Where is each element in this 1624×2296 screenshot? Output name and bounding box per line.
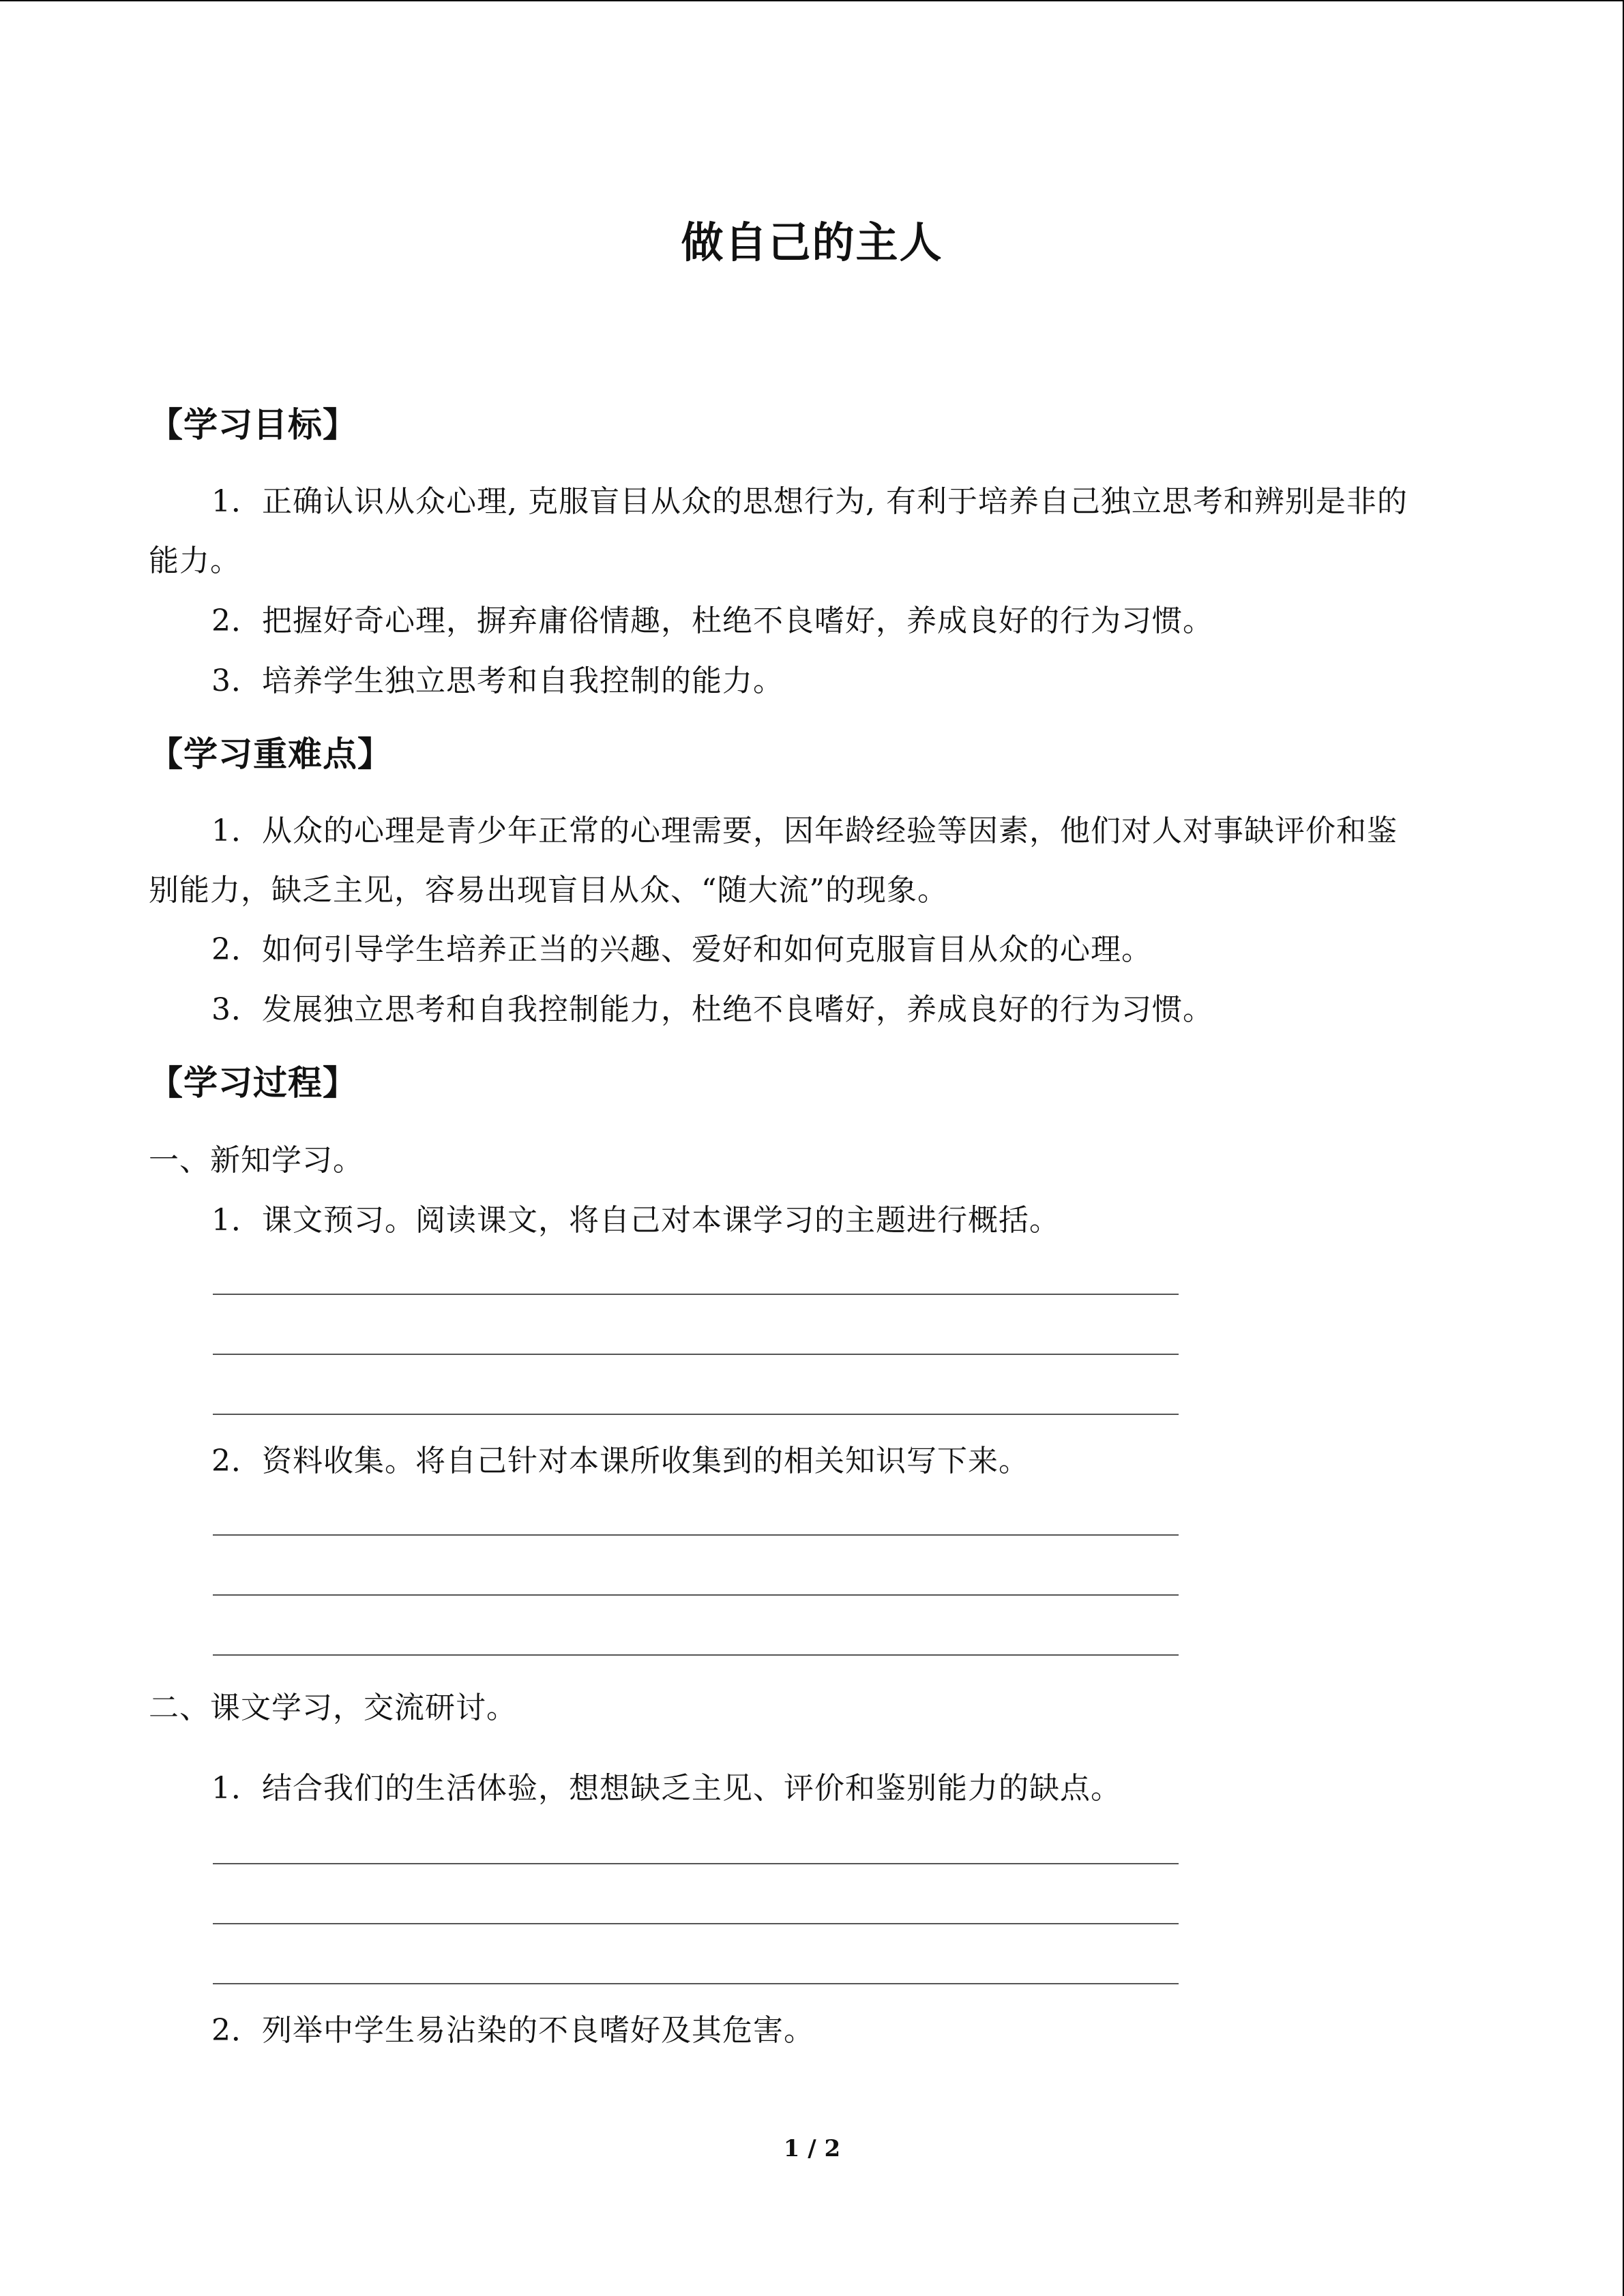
answer-line[interactable]	[213, 1294, 1179, 1295]
goal-item-1-line-1: 1．正确认识从众心理, 克服盲目从众的思想行为, 有利于培养自己独立思考和辨别是非的	[211, 484, 1408, 519]
answer-line[interactable]	[213, 1983, 1179, 1984]
part-2-label: 二、课文学习，交流研讨。	[149, 1690, 517, 1725]
goal-item-3: 3．培养学生独立思考和自我控制的能力。	[211, 664, 784, 698]
section-heading-process: 【学习过程】	[149, 1063, 357, 1103]
answer-line[interactable]	[213, 1863, 1179, 1864]
answer-line[interactable]	[213, 1923, 1179, 1924]
part-1-label: 一、新知学习。	[149, 1143, 364, 1178]
part-2-question-2: 2．列举中学生易沾染的不良嗜好及其危害。	[211, 2013, 814, 2048]
goal-item-1-line-2: 能力。	[149, 543, 241, 578]
page-number: 1 / 2	[783, 2135, 841, 2162]
section-heading-goals: 【学习目标】	[149, 405, 357, 445]
keypoint-item-1-line-2: 别能力，缺乏主见，容易出现盲目从众、“随大流”的现象。	[149, 873, 948, 908]
part-2-question-1: 1．结合我们的生活体验，想想缺乏主见、评价和鉴别能力的缺点。	[211, 1771, 1121, 1806]
answer-line[interactable]	[213, 1354, 1179, 1355]
document-title: 做自己的主人	[681, 218, 943, 267]
answer-line[interactable]	[213, 1534, 1179, 1536]
part-1-question-2: 2．资料收集。将自己针对本课所收集到的相关知识写下来。	[211, 1444, 1029, 1478]
keypoint-item-2: 2．如何引导学生培养正当的兴趣、爱好和如何克服盲目从众的心理。	[211, 932, 1152, 967]
keypoint-item-3: 3．发展独立思考和自我控制能力，杜绝不良嗜好，养成良好的行为习惯。	[211, 992, 1213, 1027]
answer-line[interactable]	[213, 1594, 1179, 1596]
keypoint-item-1-line-1: 1．从众的心理是青少年正常的心理需要，因年龄经验等因素，他们对人对事缺评价和鉴	[211, 814, 1398, 848]
part-1-question-1: 1．课文预习。阅读课文，将自己对本课学习的主题进行概括。	[211, 1203, 1060, 1238]
answer-line[interactable]	[213, 1654, 1179, 1656]
page-top-border	[0, 0, 1623, 1]
answer-line[interactable]	[213, 1414, 1179, 1415]
goal-item-2: 2．把握好奇心理，摒弃庸俗情趣，杜绝不良嗜好，养成良好的行为习惯。	[211, 603, 1213, 638]
section-heading-keypoints: 【学习重难点】	[149, 734, 392, 774]
